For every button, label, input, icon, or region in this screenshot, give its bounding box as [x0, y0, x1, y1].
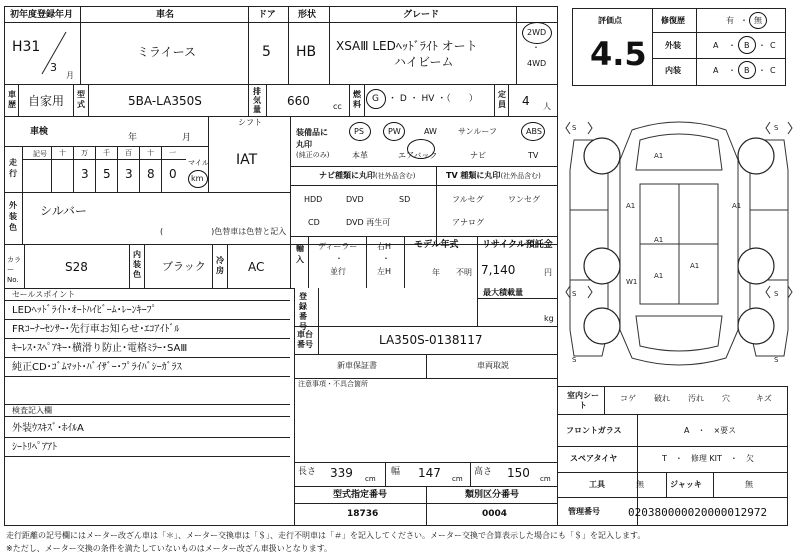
drive-4wd: 4WD — [527, 59, 547, 68]
doors-label: ドア — [258, 10, 276, 20]
navi-item: CD — [308, 218, 320, 227]
spare-label: スペアタイヤ — [570, 454, 618, 463]
equipment-item: ABS — [526, 127, 542, 136]
import-parallel: 並行 — [330, 267, 346, 276]
equipment-item: PS — [354, 127, 364, 136]
height-label: 高さ — [474, 467, 493, 477]
equipment-sub: (純正のみ) — [296, 151, 330, 159]
seat-option: 破れ — [654, 394, 670, 403]
length-label: 長さ — [298, 467, 317, 477]
interior-color-label: 内装色 — [133, 250, 141, 279]
damage-mark: A1 — [654, 152, 664, 160]
shape-label: 形状 — [298, 10, 317, 20]
exterior-dot1: ・ — [728, 41, 736, 50]
max-load-unit: kg — [544, 314, 554, 323]
handle-right: 右H — [377, 242, 392, 251]
drive-dot: ・ — [532, 43, 540, 52]
tools-label: 工具 — [589, 480, 605, 489]
inspection-label: 車検 — [30, 127, 49, 137]
ac-value: AC — [248, 260, 265, 274]
color-value: シルバー — [40, 204, 87, 218]
jack-label: ジャッキ — [670, 480, 702, 489]
tools-value: 無 — [636, 480, 644, 489]
interior-color-value: ブラック — [162, 260, 206, 273]
interior-b: B — [744, 66, 750, 75]
interior-c: C — [770, 66, 776, 75]
grade-value-2: ハイビーム — [394, 55, 454, 69]
model-value: 5BA-LA350S — [128, 94, 202, 108]
exterior-label: 外装 — [665, 41, 681, 50]
model-year-value: 不明 — [456, 268, 472, 277]
class-no-value: 0004 — [482, 509, 508, 519]
drive-2wd: 2WD — [527, 28, 547, 37]
mileage-record-label: 記号 — [33, 150, 47, 158]
registration-label: 登録番号 — [299, 292, 307, 331]
ac-label: 冷房 — [216, 256, 224, 275]
equipment-item: ナビ — [470, 151, 486, 160]
width-label: 幅 — [391, 467, 401, 477]
mileage-digit: 8 — [147, 167, 155, 181]
chassis-label: 車台番号 — [297, 330, 313, 349]
grade-value-1: XSAⅢ LEDﾍｯﾄﾞﾗｲﾄ オート — [336, 39, 478, 53]
svg-text:S: S — [774, 356, 779, 364]
color-note: ( )色替車は色替と記入 — [160, 227, 287, 236]
interior-label: 内装 — [665, 66, 681, 75]
inspection-year: 年 — [128, 133, 138, 143]
spare-value: T ・ 修理 KIT ・ 欠 — [662, 454, 754, 463]
recycle-unit: 円 — [544, 268, 552, 277]
mileage-unit: km — [191, 174, 204, 183]
jack-value: 無 — [745, 480, 753, 489]
usage-value: 自家用 — [28, 94, 65, 108]
notes-label: 注意事項・不具合箇所 — [298, 380, 368, 388]
recycle-label: リサイクル預託金 — [482, 240, 553, 250]
damage-mark: A1 — [654, 272, 664, 280]
color-label: 外装色 — [9, 201, 17, 232]
handle-left: 左H — [377, 267, 392, 276]
type-no-label: 型式指定番号 — [333, 490, 388, 500]
inspection-month: 月 — [182, 133, 192, 143]
sales-line: ｷｰﾚｽ･ｽﾍﾟｱｷｰ･横滑り防止･電格ﾐﾗｰ･SAⅢ — [12, 343, 188, 354]
interior-dot2: ・ — [758, 66, 766, 75]
exterior-c: C — [770, 41, 776, 50]
mileage-digit: 3 — [125, 167, 133, 181]
mileage-digit-label: 一 — [169, 149, 176, 157]
damage-mark: A1 — [732, 202, 742, 210]
repair-opt2: 無 — [754, 16, 762, 25]
equipment-airbag-circle — [407, 139, 435, 159]
navi-label: ナビ種類に丸印(社外品含む) — [319, 171, 416, 180]
tv-label: TV 種類に丸印(社外品含む) — [446, 171, 541, 180]
seat-label: 室内シート — [567, 391, 599, 410]
import-label: 輸入 — [296, 244, 304, 264]
shift-label: シフト — [238, 118, 262, 127]
damage-mark: A1 — [690, 262, 700, 270]
warranty-label: 新車保証書 — [337, 361, 377, 370]
svg-text:S: S — [572, 124, 577, 132]
sales-line: FRｺｰﾅｰｾﾝｻｰ･先行車お知らせ･ｴｺｱｲﾄﾞﾙ — [12, 324, 180, 335]
inspector-line: ｼｰﾄﾘﾍﾟｱｱﾄ — [12, 442, 57, 453]
reg-era-year: H31 — [12, 39, 41, 55]
mileage-digit-label: 千 — [103, 149, 110, 157]
mileage-digit: 5 — [103, 167, 111, 181]
inspector-line: 外装ｳｽｷｽﾞ･ﾎｲﾙA — [12, 423, 84, 434]
seat-option: キズ — [756, 394, 772, 403]
capacity-unit: 人 — [543, 102, 551, 111]
model-label: 型式 — [77, 90, 85, 109]
navi-item: SD — [399, 195, 411, 204]
reg-month-unit: 月 — [66, 71, 74, 80]
displacement-value: 660 — [287, 94, 310, 108]
repair-sep: ・ — [740, 16, 748, 25]
mileage-unit-label: マイル — [188, 159, 209, 167]
sales-line: LEDﾍｯﾄﾞﾗｲﾄ･ｵｰﾄﾊｲﾋﾞｰﾑ･ﾚｰﾝｷｰﾌﾟ — [12, 305, 157, 316]
capacity-value: 4 — [522, 94, 530, 108]
svg-text:S: S — [572, 290, 577, 298]
seat-option: コゲ — [620, 394, 636, 403]
import-dot: ・ — [335, 254, 343, 263]
mileage-digit: 3 — [81, 167, 89, 181]
inspector-label: 検査記入欄 — [12, 406, 52, 415]
displacement-label: 排気量 — [253, 87, 261, 114]
equipment-item: サンルーフ — [458, 127, 497, 136]
navi-item: DVD — [346, 195, 364, 204]
interior-a: A — [713, 66, 719, 75]
tv-item: ワンセグ — [508, 195, 540, 204]
type-no-value: 18736 — [347, 509, 379, 519]
fuel-g: G — [372, 94, 379, 104]
footer-line2: ※ただし、メーター交換の条件を満たしていないものはメーター改ざん車扱いとなります。 — [6, 544, 333, 553]
equipment-item: TV — [528, 151, 539, 160]
sales-label: セールスポイント — [12, 290, 76, 299]
repair-label: 修復歴 — [661, 16, 685, 25]
chassis-value: LA350S-0138117 — [379, 333, 483, 347]
glass-label: フロントガラス — [566, 426, 622, 435]
mileage-digit-label: 十 — [59, 149, 66, 157]
model-year-year: 年 — [432, 268, 440, 277]
tv-item: アナログ — [452, 218, 484, 227]
seat-option: 穴 — [722, 394, 730, 403]
interior-dot1: ・ — [728, 66, 736, 75]
height-unit: cm — [540, 475, 551, 483]
name-value: ミライース — [137, 45, 197, 59]
model-year-label: モデル年式 — [414, 240, 459, 250]
damage-mark: A1 — [654, 236, 664, 244]
mgmt-value: 020380000020000012972 — [628, 506, 768, 519]
svg-text:S: S — [572, 356, 577, 364]
mileage-label: 走行 — [9, 158, 17, 178]
glass-value: A ・ ×要ス — [684, 426, 737, 435]
exterior-b: B — [744, 41, 750, 50]
svg-text:S: S — [774, 124, 779, 132]
max-load-label: 最大積載量 — [483, 288, 523, 297]
mileage-digit: 0 — [169, 167, 177, 181]
mileage-digit-label: 万 — [81, 149, 88, 157]
shape-value: HB — [296, 44, 317, 60]
equipment-item: 本革 — [352, 151, 368, 160]
repair-opt1: 有 — [726, 16, 734, 25]
doors-value: 5 — [262, 44, 271, 60]
reg-label: 初年度登録年月 — [10, 10, 74, 20]
recycle-value: 7,140 — [481, 263, 516, 277]
handle-dot: ・ — [382, 254, 390, 263]
navi-item: DVD 再生可 — [346, 218, 391, 227]
mileage-digit-label: 百 — [125, 149, 132, 157]
tv-item: フルセグ — [452, 195, 484, 204]
mileage-digit-label: 十 — [147, 149, 154, 157]
sales-line: 純正CD･ｺﾞﾑﾏｯﾄ･ﾊﾞｲｻﾞｰ･ﾌﾟﾗｲﾊﾞｼｰｶﾞﾗｽ — [12, 362, 182, 373]
height-value: 150 — [507, 466, 530, 480]
import-dealer: ディーラー — [318, 242, 358, 251]
footer-line1: 走行距離の記号欄にはメーター改ざん車は「＊」、メーター交換車は「＄」、走行不明車は「＃」を記入してください。メーター交換で合算表示した場合にも「＄」を記入します。 — [6, 531, 646, 540]
damage-mark: A1 — [626, 202, 636, 210]
displacement-unit: cc — [333, 102, 342, 111]
car-diagram — [562, 100, 796, 380]
width-value: 147 — [418, 466, 441, 480]
damage-mark: W1 — [626, 278, 638, 286]
fuel-rest: ・ D ・ HV ・（ ） — [388, 94, 478, 104]
manual-label: 車両取説 — [477, 361, 509, 370]
navi-item: HDD — [304, 195, 323, 204]
color-no-value: S28 — [65, 260, 88, 274]
length-value: 339 — [330, 466, 353, 480]
length-unit: cm — [365, 475, 376, 483]
class-no-label: 類別区分番号 — [465, 490, 520, 500]
name-label: 車名 — [156, 10, 175, 20]
svg-text:S: S — [774, 290, 779, 298]
score-label: 評価点 — [598, 16, 622, 25]
equipment-item: エアバック — [398, 151, 438, 160]
exterior-a: A — [713, 41, 719, 50]
score-value: 4.5 — [590, 35, 647, 73]
exterior-dot2: ・ — [758, 41, 766, 50]
seat-option: 汚れ — [688, 394, 704, 403]
fuel-label: 燃料 — [353, 90, 361, 109]
reg-month: 3 — [50, 61, 57, 74]
color-no-label: カラーNo. — [7, 256, 21, 284]
equipment-label: 装備品に丸印 — [296, 128, 328, 149]
usage-label: 車歴 — [8, 90, 16, 109]
width-unit: cm — [452, 475, 463, 483]
shift-value: IAT — [236, 152, 258, 168]
equipment-item: PW — [388, 127, 401, 136]
grade-label: グレード — [403, 10, 440, 20]
capacity-label: 定員 — [498, 90, 506, 109]
equipment-item: AW — [424, 127, 437, 136]
mgmt-label: 管理番号 — [568, 507, 600, 516]
